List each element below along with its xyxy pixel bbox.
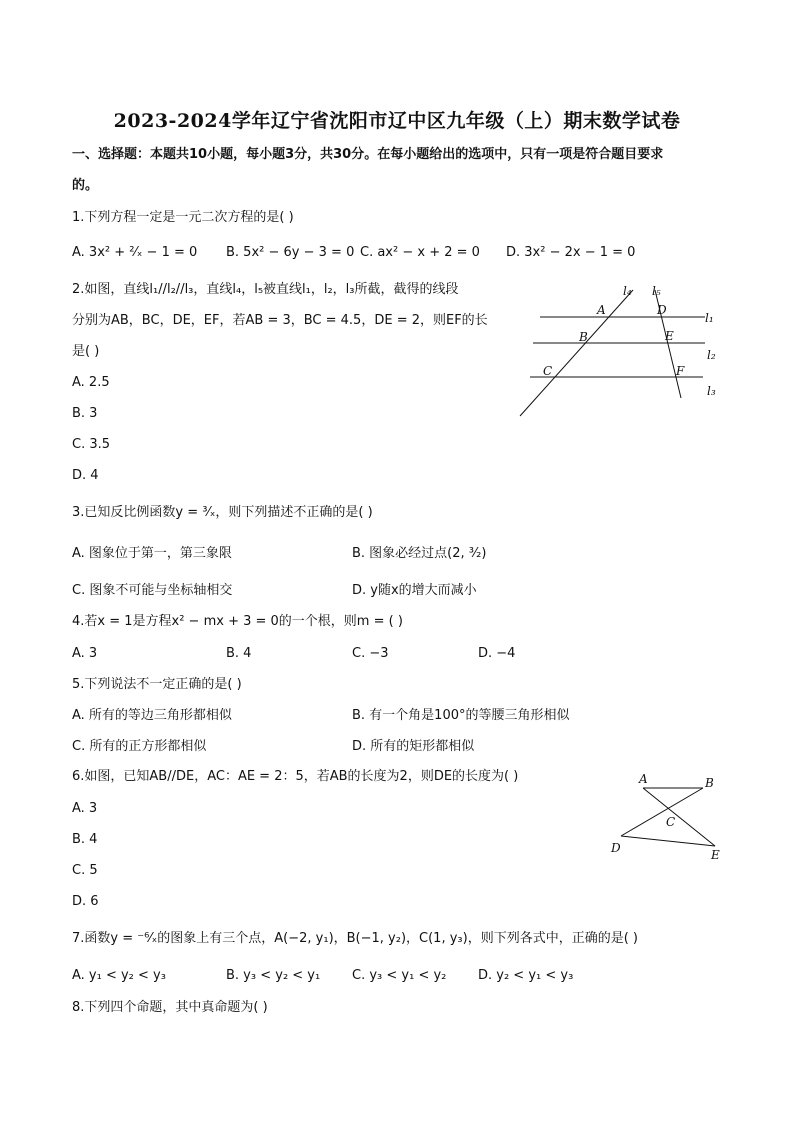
- label-d: D: [657, 303, 667, 317]
- label-l5: l₅: [652, 284, 661, 298]
- label-a: A: [597, 303, 606, 317]
- question-5-option-d: D. 所有的矩形都相似: [352, 739, 475, 754]
- label-l4: l₄: [623, 284, 632, 298]
- question-3-option-d: D. y随x的增大而减小: [352, 583, 477, 598]
- segment-bd: [621, 788, 703, 836]
- label-l1: l₁: [705, 311, 714, 325]
- question-3-option-c: C. 图象不可能与坐标轴相交: [72, 583, 233, 598]
- question-2-option-d: D. 4: [72, 468, 99, 483]
- question-6-option-a: A. 3: [72, 801, 98, 816]
- question-5-option-b: B. 有一个角是100°的等腰三角形相似: [352, 708, 570, 723]
- question-8-stem: 8.下列四个命题，其中真命题为( ): [72, 1000, 268, 1015]
- question-4-options: [72, 645, 732, 663]
- question-5-stem: 5.下列说法不一定正确的是( ): [72, 677, 242, 692]
- question-6-option-b: B. 4: [72, 832, 98, 847]
- question-5-options-row2: [72, 738, 732, 756]
- question-7-options: [72, 967, 732, 985]
- label-l3: l₃: [707, 384, 716, 398]
- section-instructions-line1: 一、选择题：本题共10小题，每小题3分，共30分。在每小题给出的选项中，只有一项是符合题目要求: [72, 147, 664, 162]
- question-6-option-d: D. 6: [72, 894, 99, 909]
- question-5-option-a: A. 所有的等边三角形都相似: [72, 708, 232, 723]
- question-7-stem: 7.函数y = ⁻⁶⁄ₓ的图象上有三个点，A(−2, y₁)，B(−1, y₂)，C(1, y₃)，则下列各式中，正确的是( ): [72, 931, 638, 946]
- question-7-option-a: A. y₁ < y₂ < y₃: [72, 968, 166, 983]
- section-instructions-line2: 的。: [72, 178, 99, 193]
- question-1-option-b: B. 5x² − 6y − 3 = 0: [226, 245, 355, 260]
- question-2-stem-line2: 分别为AB，BC，DE，EF，若AB = 3，BC = 4.5，DE = 2，则EF的长: [72, 313, 488, 328]
- question-5-options-row1: [72, 707, 732, 725]
- question-3-options-row2: [72, 582, 732, 600]
- question-6-stem: 6.如图，已知AB//DE，AC：AE = 2：5，若AB的长度为2，则DE的长度为( ): [72, 769, 519, 784]
- question-6-figure: [605, 768, 735, 868]
- question-6-option-c: C. 5: [72, 863, 98, 878]
- question-7-option-b: B. y₃ < y₂ < y₁: [226, 968, 321, 983]
- question-3-options-row1: [72, 545, 732, 563]
- question-3-option-a: A. 图象位于第一，第三象限: [72, 546, 232, 561]
- question-4-stem: 4.若x = 1是方程x² − mx + 3 = 0的一个根，则m = ( ): [72, 614, 403, 629]
- label-e: E: [711, 848, 720, 862]
- label-a: A: [639, 772, 648, 786]
- label-c: C: [666, 815, 676, 829]
- question-1-stem: 1.下列方程一定是一元二次方程的是( ): [72, 210, 294, 225]
- question-1-options: [72, 244, 732, 262]
- question-4-option-d: D. −4: [478, 646, 516, 661]
- label-b: B: [579, 330, 588, 344]
- question-2-option-c: C. 3.5: [72, 437, 111, 452]
- question-2-stem-line1: 2.如图，直线l₁//l₂//l₃，直线l₄，l₅被直线l₁，l₂，l₃所截，截得的线段: [72, 282, 459, 297]
- question-5-option-c: C. 所有的正方形都相似: [72, 739, 207, 754]
- question-1-option-a: A. 3x² + ²⁄ₓ − 1 = 0: [72, 245, 198, 260]
- segment-de: [621, 836, 715, 846]
- question-3-stem: 3.已知反比例函数y = ³⁄ₓ，则下列描述不正确的是( ): [72, 505, 373, 520]
- label-e: E: [665, 329, 674, 343]
- question-3-option-b: B. 图象必经过点(2, ³⁄₂): [352, 546, 487, 561]
- question-2-stem-line3: 是( ): [72, 344, 100, 359]
- question-2-option-a: A. 2.5: [72, 375, 110, 390]
- label-d: D: [611, 841, 621, 855]
- question-2-figure: [515, 280, 725, 420]
- question-1-option-d: D. 3x² − 2x − 1 = 0: [506, 245, 636, 260]
- line-l4: [520, 290, 633, 416]
- label-l2: l₂: [707, 348, 716, 362]
- page-title: 2023-2024学年辽宁省沈阳市辽中区九年级（上）期末数学试卷: [113, 110, 681, 132]
- question-1-option-c: C. ax² − x + 2 = 0: [360, 245, 480, 260]
- question-4-option-c: C. −3: [352, 646, 389, 661]
- question-7-option-c: C. y₃ < y₁ < y₂: [352, 968, 447, 983]
- label-b: B: [705, 776, 714, 790]
- question-4-option-b: B. 4: [226, 646, 252, 661]
- question-7-option-d: D. y₂ < y₁ < y₃: [478, 968, 574, 983]
- question-4-option-a: A. 3: [72, 646, 98, 661]
- label-c: C: [543, 364, 553, 378]
- question-2-option-b: B. 3: [72, 406, 98, 421]
- label-f: F: [676, 364, 685, 378]
